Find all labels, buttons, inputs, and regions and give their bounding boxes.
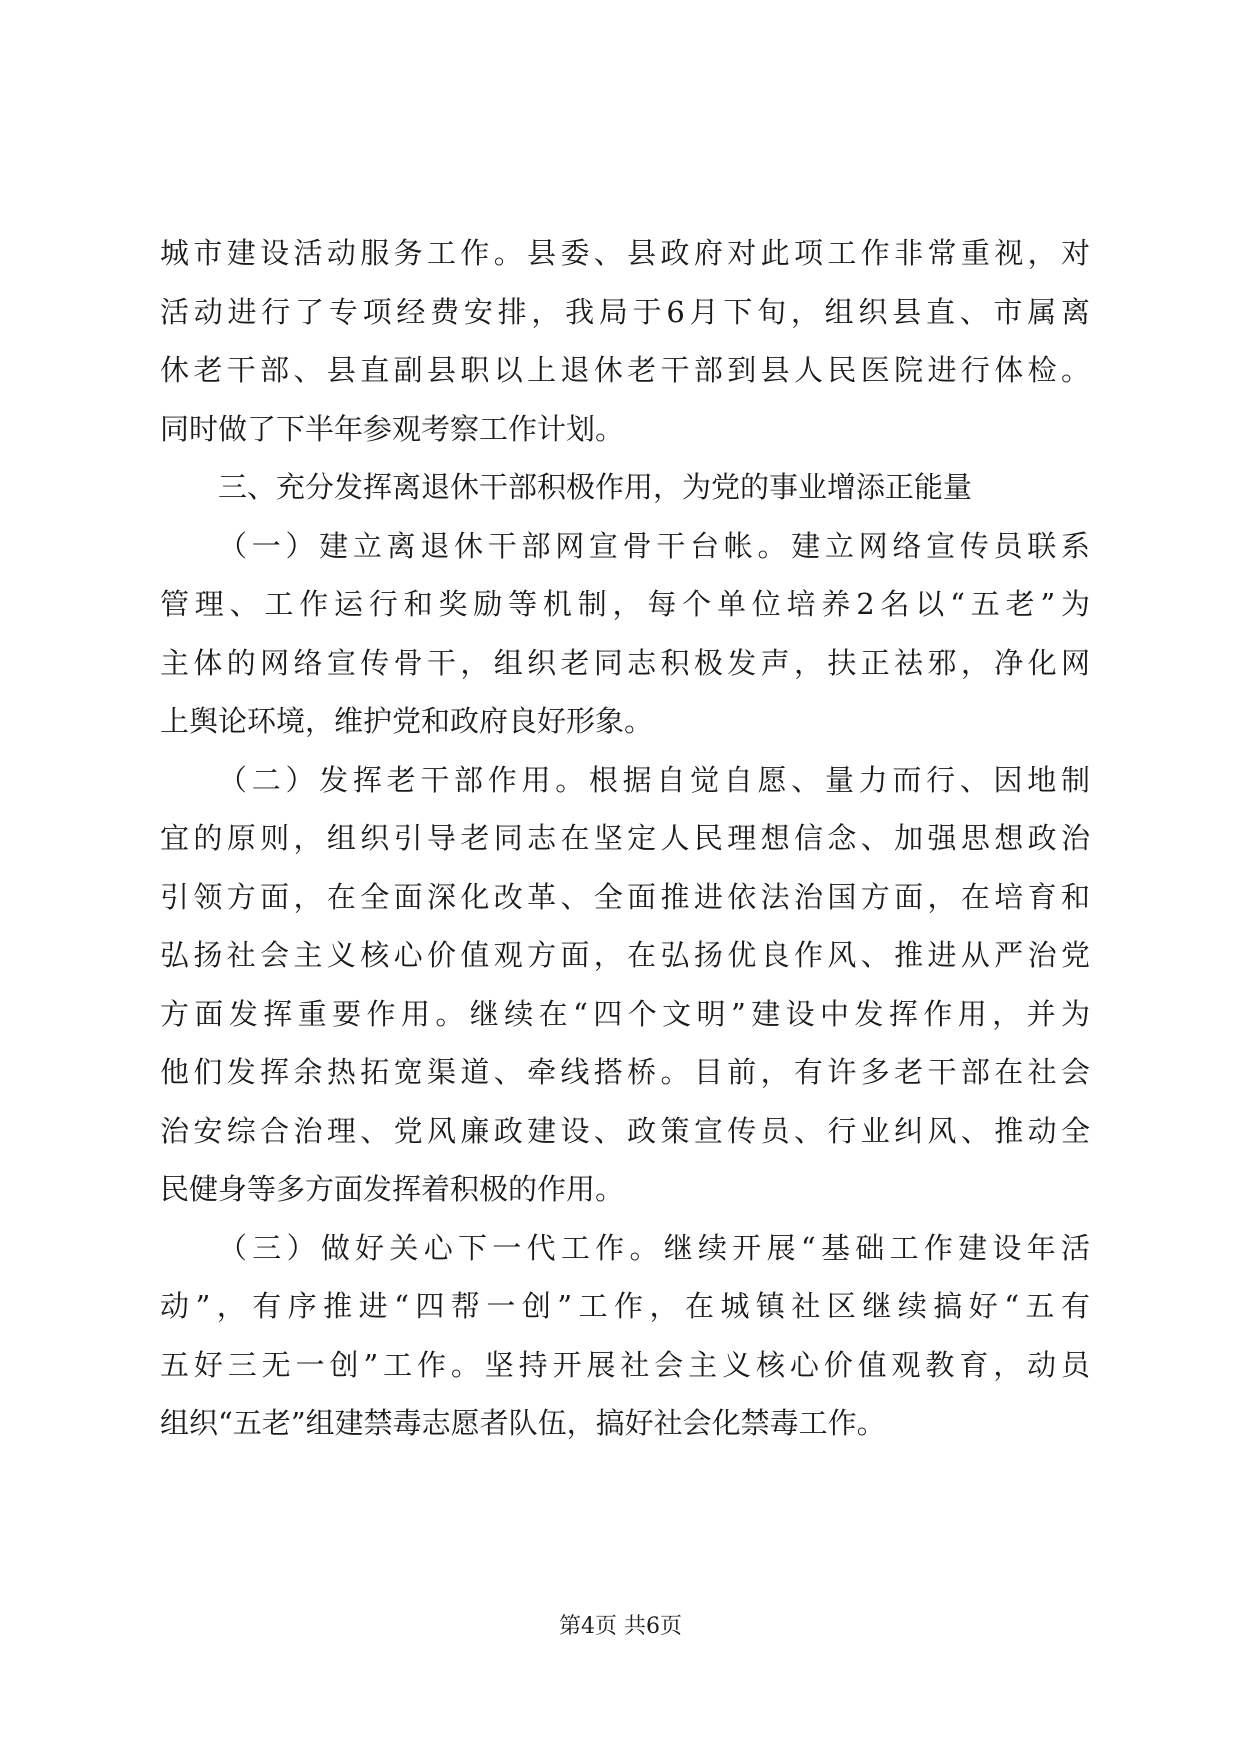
text-line: 活动进行了专项经费安排，我局于6月下旬，组织县直、市属离	[160, 294, 1090, 329]
text-line: 引领方面，在全面深化改革、全面推进依法治国方面，在培育和	[160, 879, 1090, 914]
text-line: 管理、工作运行和奖励等机制，每个单位培养2名以“五老”为	[160, 587, 1090, 621]
text-line: （二）发挥老干部作用。根据自觉自愿、量力而行、因地制	[218, 762, 1090, 797]
text-line: 民健身等多方面发挥着积极的作用。	[160, 1172, 625, 1206]
text-line: 休老干部、县直副县职以上退休老干部到县人民医院进行体检。	[160, 353, 1090, 387]
text-line: 他们发挥余热拓宽渠道、牵线搭桥。目前，有许多老干部在社会	[160, 1055, 1090, 1089]
text-line: 主体的网络宣传骨干，组织老同志积极发声，扶正祛邪，净化网	[160, 645, 1090, 680]
section-heading: 三、充分发挥离退休干部积极作用，为党的事业增添正能量	[218, 470, 973, 504]
text-line: 宜的原则，组织引导老同志在坚定人民理想信念、加强思想政治	[160, 821, 1090, 855]
text-line: 五好三无一创”工作。坚持开展社会主义核心价值观教育，动员	[160, 1347, 1090, 1382]
text-line: （一）建立离退休干部网宣骨干台帐。建立网络宣传员联系	[218, 528, 1090, 563]
page-footer	[0, 1612, 1241, 1642]
text-line: 弘扬社会主义核心价值观方面，在弘扬优良作风、推进从严治党	[160, 938, 1090, 972]
document-body	[160, 224, 1090, 1453]
text-line: 治安综合治理、党风廉政建设、政策宣传员、行业纠风、推动全	[160, 1113, 1090, 1148]
text-line: 同时做了下半年参观考察工作计划。	[160, 411, 625, 446]
page-number-label: 第4页 共6页	[559, 1614, 682, 1639]
text-line: 方面发挥重要作用。继续在“四个文明”建设中发挥作用，并为	[160, 996, 1090, 1031]
text-line: 组织“五老”组建禁毒志愿者队伍，搞好社会化禁毒工作。	[160, 1406, 886, 1440]
text-line: 上舆论环境，维护党和政府良好形象。	[160, 704, 654, 738]
text-line: 动”，有序推进“四帮一创”工作，在城镇社区继续搞好“五有	[160, 1289, 1090, 1323]
text-line: （三）做好关心下一代工作。继续开展“基础工作建设年活	[218, 1230, 1090, 1265]
text-line: 城市建设活动服务工作。县委、县政府对此项工作非常重视，对	[160, 236, 1090, 270]
